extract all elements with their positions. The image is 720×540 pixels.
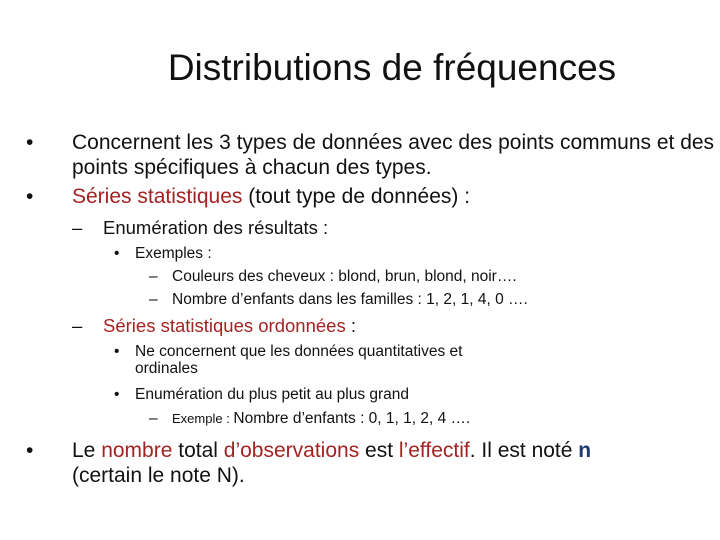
bullet-text: (tout type de données) : [242, 185, 471, 208]
bullet-data-types [0, 130, 720, 182]
dash-marker: – [149, 268, 158, 285]
effectif-text-part: est [359, 439, 399, 462]
bullet-marker: • [114, 386, 120, 403]
effectif-text-line2: (certain le note N). [72, 464, 245, 487]
sub-sub-bullet-ordering [0, 386, 720, 404]
sub-bullet-text: Enumération des résultats : [103, 217, 329, 238]
effectif-text-part: Le [72, 439, 102, 462]
highlight-effectif: l’effectif [398, 439, 470, 462]
example-label: Exemple : [172, 411, 234, 426]
slide-title: Distributions de fréquences [167, 47, 617, 88]
bullet-marker: • [26, 185, 34, 208]
sub-sub-bullet-text: Ne concernent que les données quantitatives et ordinales [135, 343, 463, 377]
sub-sub-bullet-text: Exemples : [135, 245, 212, 262]
sub-bullet-text: : [345, 315, 356, 336]
dash-marker: – [72, 217, 83, 238]
dash-marker: – [149, 291, 158, 308]
sub-sub-bullet-quantitative [0, 343, 720, 379]
sub-sub-bullet-text: Enumération du plus petit au plus grand [135, 386, 410, 403]
sub-bullet-enumeration [0, 217, 720, 241]
variable-n: n [578, 439, 592, 462]
example-text: Nombre d’enfants dans les familles : 1, 2, 1, 4, 0 …. [172, 291, 528, 308]
dash-marker: – [149, 410, 158, 427]
example-text: Couleurs des cheveux : blond, brun, blond, noir…. [172, 268, 517, 285]
bullet-effectif [0, 438, 720, 490]
example-children-count [0, 291, 720, 310]
bullet-marker: • [114, 245, 120, 262]
bullet-marker: • [114, 343, 120, 360]
highlight-series-ordonnees: Séries statistiques ordonnées [103, 315, 346, 336]
sub-sub-bullet-exemples [0, 245, 720, 263]
bullet-series [0, 184, 720, 210]
bullet-text: Concernent les 3 types de données avec des points communs et des points spécifiques à chacun des types. [72, 131, 715, 179]
highlight-series-statistiques: Séries statistiques [72, 185, 243, 208]
bullet-marker: • [26, 439, 34, 462]
effectif-text-part: . Il est noté [469, 439, 579, 462]
example-hair-colors [0, 268, 720, 287]
sub-bullet-ordered-series [0, 315, 720, 339]
highlight-observations: d’observations [223, 439, 360, 462]
effectif-text-part: total [172, 439, 224, 462]
highlight-nombre: nombre [101, 439, 173, 462]
bullet-marker: • [26, 131, 34, 154]
dash-marker: – [72, 315, 83, 336]
example-ordered-children [0, 410, 720, 429]
example-text: Nombre d’enfants : 0, 1, 1, 2, 4 …. [233, 410, 471, 427]
